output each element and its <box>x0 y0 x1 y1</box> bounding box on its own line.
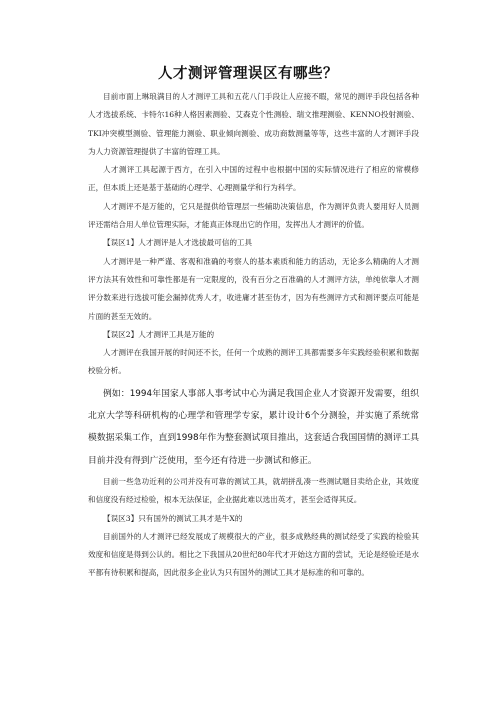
paragraph-myth-1: 人才测评是一种严谨、客观和准确的考察人的基本素质和能力的活动，无论多么精确的人才测评方法其有效性和可靠性都是有一定限度的，没有百分之百准确的人才测评方法，单纯依靠人才测评分数来进行选拔可能会漏掉优秀人才，收进庸才甚至伪才，因为有些测评方式和测评要点可能是片面的甚至无效的。 <box>88 256 419 321</box>
paragraph-not-universal: 人才测评不是万能的，它只是提供给管理层一些辅助决策信息，作为测评负责人要用好人员测评还需结合用人单位管理实际，才能真正体现出它的作用，发挥出人才测评的价值。 <box>88 201 419 230</box>
paragraph-origin: 人才测评工具起源于西方，在引入中国的过程中也根据中国的实际情况进行了相应的常模修正，但本质上还是基于基础的心理学、心理测量学和行为科学。 <box>88 165 419 193</box>
paragraph-shortcut-companies: 目前一些急功近利的公司并没有可靠的测试工具，就胡拼乱凑一些测试题目卖给企业，其效度和信度没有经过检验，根本无法保证，企业据此难以选出英才，甚至会适得其反。 <box>88 476 419 505</box>
document-title: 人才测评管理误区有哪些？ <box>158 66 338 82</box>
paragraph-example: 例如：1994年国家人事部人事考试中心为满足我国企业人才资源开发需要，组织北京大学等科研机构的心理学和管理学专家，累计设计6个分测验，并实施了系统常模数据采集工作，直到1998年作为整套测试项目推出，这套适合我国国情的测评工具目前并没有得到广泛使用，至今还有待进一步测试和修正。 <box>88 388 419 466</box>
paragraph-intro: 目前市面上琳琅满目的人才测评工具和五花八门手段让人应接不暇，常见的测评手段包括各种人才选拔系统、卡特尔16种人格因素测验、艾森克个性测验、瑞文推理测验、KENNO投射测验、TKI冲突模型测验、管理能力测验、职业倾向测验、成功商数测量等等，这些丰富的人才测评手段为人力资源管理提供了丰富的管理工具。 <box>88 92 419 156</box>
document-body <box>88 88 419 583</box>
section-heading-myth-3: 【误区3】只有国外的测试工具才是牛X的 <box>103 513 243 523</box>
paragraph-myth-3: 目前国外的人才测评已经发展成了规模很大的产业，很多成熟经典的测试经受了实践的检验其效度和信度是得到公认的。相比之下我国从20世纪80年代才开始这方面的尝试，无论是经验还是水平都有待积累和提高，因此很多企业认为只有国外的测试工具才是标准的和可靠的。 <box>88 531 419 578</box>
section-heading-myth-2: 【误区2】人才测评工具是万能的 <box>103 329 215 339</box>
paragraph-myth-2: 人才测评在我国开展的时间还不长，任何一个成熟的测评工具都需要多年实践经验积累和数据校验分析。 <box>88 348 419 376</box>
section-heading-myth-1: 【误区1】人才测评是人才选拔最可信的工具 <box>103 238 253 248</box>
